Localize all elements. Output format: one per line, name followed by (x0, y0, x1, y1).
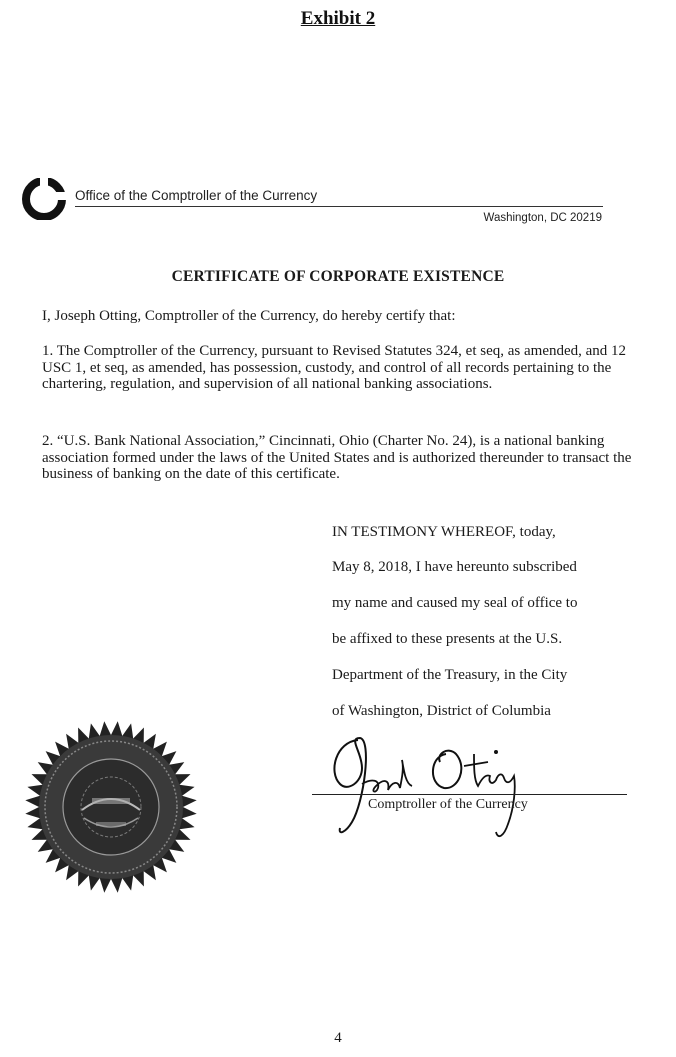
testimony-block (332, 520, 632, 720)
certificate-intro: I, Joseph Otting, Comptroller of the Currency, do hereby certify that: (42, 308, 456, 324)
testimony-line: be affixed to these presents at the U.S. (332, 631, 563, 647)
testimony-line: IN TESTIMONY WHEREOF, today, (332, 524, 556, 540)
signature-icon (318, 732, 633, 842)
exhibit-label: Exhibit 2 (300, 8, 376, 29)
agency-name: Office of the Comptroller of the Currency (75, 188, 318, 203)
certificate-paragraph-2: 2. “U.S. Bank National Association,” Cincinnati, Ohio (Charter No. 24), is a national banking association formed under the laws of the United States and is authorized thereunder to transact the business of banking on the date of this certificate. (42, 433, 632, 482)
testimony-line: my name and caused my seal of office to (332, 595, 578, 611)
signature-line (312, 794, 627, 795)
certificate-paragraph-1: 1. The Comptroller of the Currency, pursuant to Revised Statutes 324, et seq, as amended, and 12 USC 1, et seq, as amended, has possession, custody, and control of all records pertaining to the chartering, regulation, and supervision of all national banking associations. (42, 343, 627, 392)
testimony-line: May 8, 2018, I have hereunto subscribed (332, 559, 577, 575)
occ-logo-icon (22, 178, 66, 220)
page-number: 4 (334, 1030, 342, 1046)
letterhead-divider (75, 206, 603, 207)
signature-caption: Comptroller of the Currency (368, 797, 528, 812)
seal-icon (22, 718, 200, 896)
testimony-line: of Washington, District of Columbia (332, 703, 551, 719)
testimony-line: Department of the Treasury, in the City (332, 667, 568, 683)
certificate-title: CERTIFICATE OF CORPORATE EXISTENCE (171, 268, 505, 285)
agency-location: Washington, DC 20219 (483, 212, 602, 224)
